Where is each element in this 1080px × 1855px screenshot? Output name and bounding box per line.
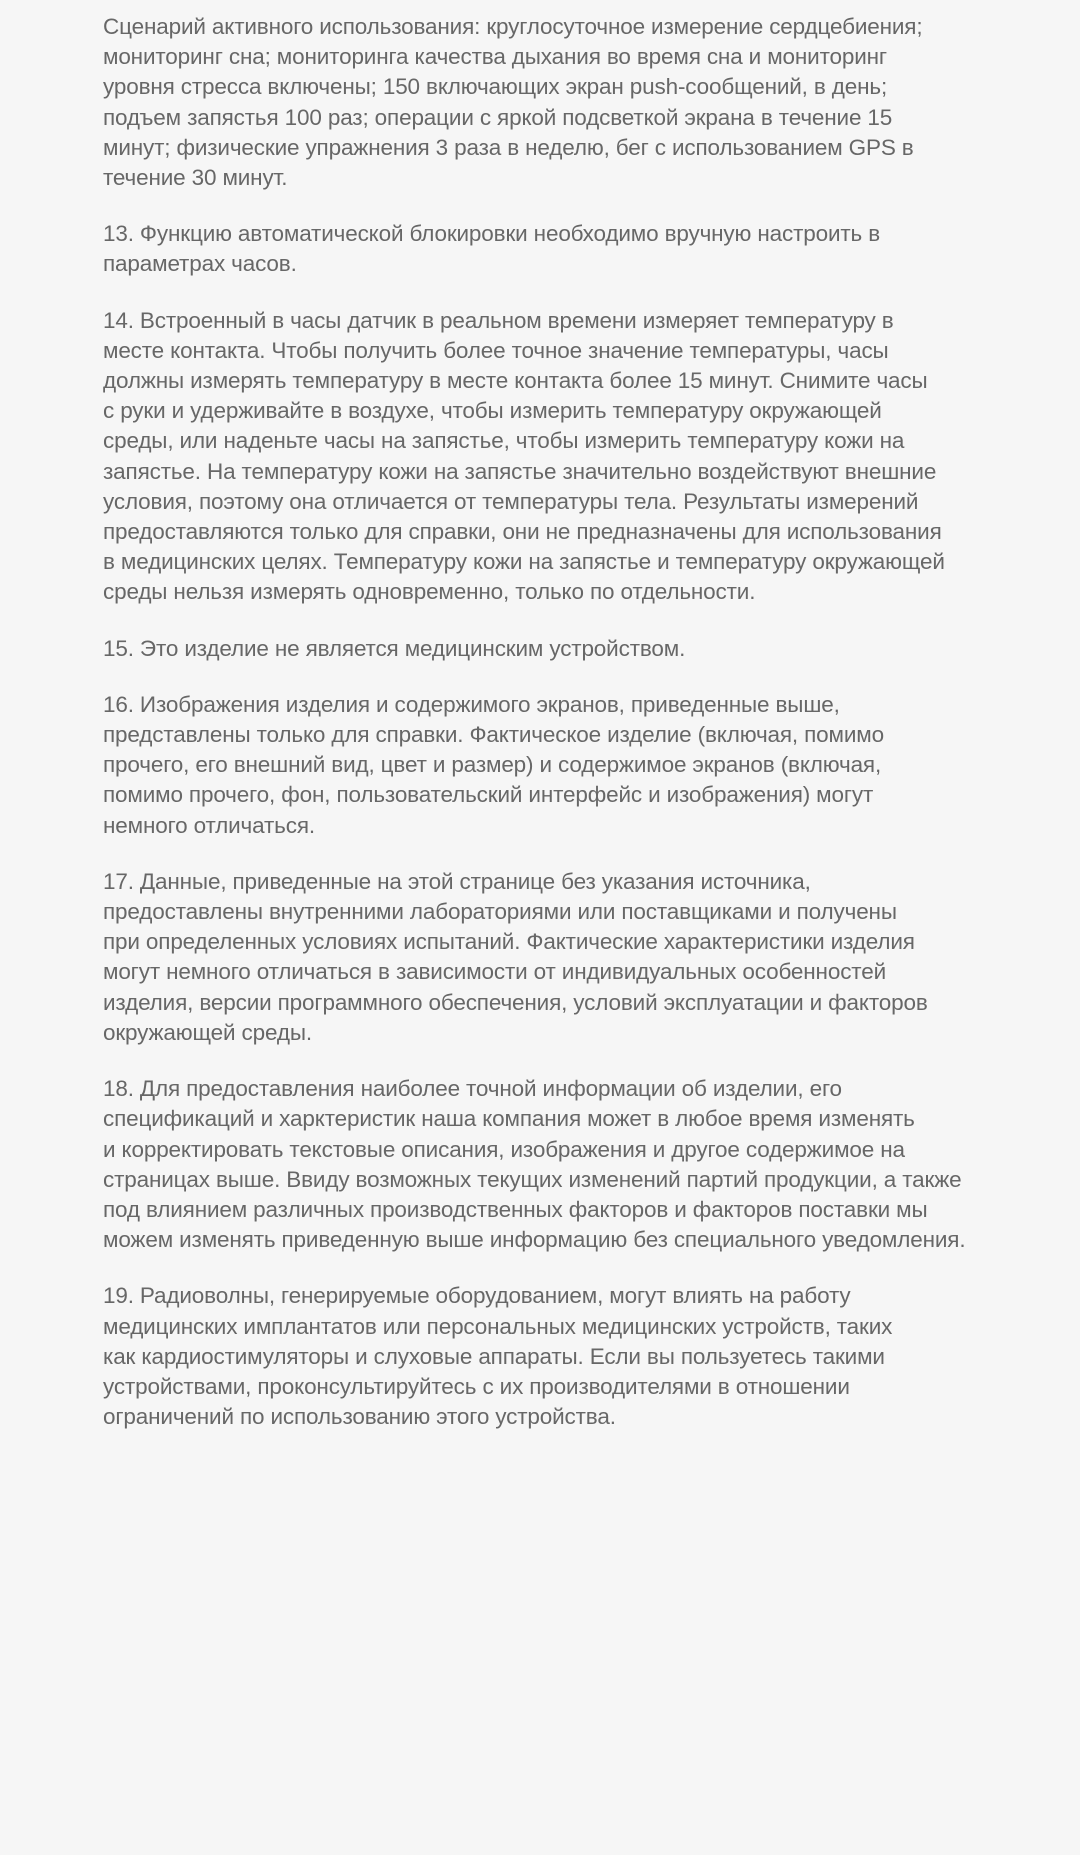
text-line: Сценарий активного использования: круглосуточное измерение сердцебиения; [103, 14, 923, 39]
text-line: могут немного отличаться в зависимости от индивидуальных особенностей [103, 959, 886, 985]
text-line: мониторинг сна; мониторинга качества дыхания во время сна и мониторинг [103, 44, 887, 70]
text-line: как кардиостимуляторы и слуховые аппараты. Если вы пользуетесь такими [103, 1343, 885, 1369]
footnote-13 [103, 219, 983, 279]
text-line: условия, поэтому она отличается от температуры тела. Результаты измерений [103, 488, 919, 514]
text-line: 13. Функцию автоматической блокировки необходимо вручную настроить в [103, 221, 881, 247]
text-line: параметрах часов. [103, 251, 297, 277]
text-line: в медицинских целях. Температуру кожи на запястье и температуру окружающей [103, 549, 945, 575]
text-line: ограничений по использованию этого устройства. [103, 1404, 616, 1430]
text-line: устройствами, проконсультируйтесь с их производителями в отношении [103, 1373, 850, 1399]
text-line: должны измерять температуру в месте контакта более 15 минут. Снимите часы [103, 368, 928, 394]
text-line: 14. Встроенный в часы датчик в реальном времени измеряет температуру в [103, 307, 894, 333]
text-line: 19. Радиоволны, генерируемые оборудованием, могут влиять на работу [103, 1283, 851, 1309]
text-line: течение 30 минут. [103, 165, 288, 191]
text-line: с руки и удерживайте в воздухе, чтобы измерить температуру окружающей [103, 398, 882, 424]
footnote-16 [103, 690, 983, 841]
text-line: помимо прочего, фон, пользовательский интерфейс и изображения) могут [103, 782, 874, 808]
text-line: предоставлены внутренними лабораториями или поставщиками и получены [103, 899, 897, 925]
footnote-19 [103, 1281, 983, 1432]
text-line: месте контакта. Чтобы получить более точное значение температуры, часы [103, 337, 889, 363]
text-line: немного отличаться. [103, 812, 315, 838]
text-line: окружающей среды. [103, 1019, 312, 1045]
text-line: 15. Это изделие не является медицинским устройством. [103, 635, 686, 661]
text-line: представлены только для справки. Фактическое изделие (включая, помимо [103, 722, 884, 748]
text-line: подъем запястья 100 раз; операции с яркой подсветкой экрана в течение 15 [103, 104, 893, 130]
footnote-17 [103, 867, 983, 1048]
text-line: предоставляются только для справки, они не предназначены для использования [103, 519, 942, 545]
text-line: 18. Для предоставления наиболее точной информации об изделии, его [103, 1076, 842, 1102]
text-line: под влиянием различных производственных факторов и факторов поставки мы [103, 1196, 928, 1222]
paragraph-usage-scenario [103, 12, 983, 193]
footnote-14 [103, 306, 983, 608]
text-line: 17. Данные, приведенные на этой странице без указания источника, [103, 868, 811, 894]
text-line: при определенных условиях испытаний. Фактические характеристики изделия [103, 929, 915, 955]
text-line: уровня стресса включены; 150 включающих экран push-сообщений, в день; [103, 74, 888, 100]
text-line: спецификаций и харктеристик наша компания может в любое время изменять [103, 1106, 915, 1132]
text-line: среды, или наденьте часы на запястье, чтобы измерить температуру кожи на [103, 428, 905, 454]
footnote-15 [103, 634, 983, 664]
text-line: и корректировать текстовые описания, изображения и другое содержимое на [103, 1136, 905, 1162]
footnote-18 [103, 1074, 983, 1255]
text-line: 16. Изображения изделия и содержимого экранов, приведенные выше, [103, 691, 840, 717]
text-line: медицинских имплантатов или персональных медицинских устройств, таких [103, 1313, 893, 1339]
text-line: прочего, его внешний вид, цвет и размер) и содержимое экранов (включая, [103, 752, 882, 778]
text-line: можем изменять приведенную выше информацию без специального уведомления. [103, 1227, 966, 1253]
text-line: изделия, версии программного обеспечения, условий эксплуатации и факторов [103, 989, 928, 1015]
text-line: страницах выше. Ввиду возможных текущих изменений партий продукции, а также [103, 1166, 962, 1192]
text-line: запястье. На температуру кожи на запястье значительно воздействуют внешние [103, 458, 937, 484]
document-body [103, 12, 983, 1458]
text-line: среды нельзя измерять одновременно, только по отдельности. [103, 579, 756, 605]
text-line: минут; физические упражнения 3 раза в неделю, бег с использованием GPS в [103, 134, 914, 160]
